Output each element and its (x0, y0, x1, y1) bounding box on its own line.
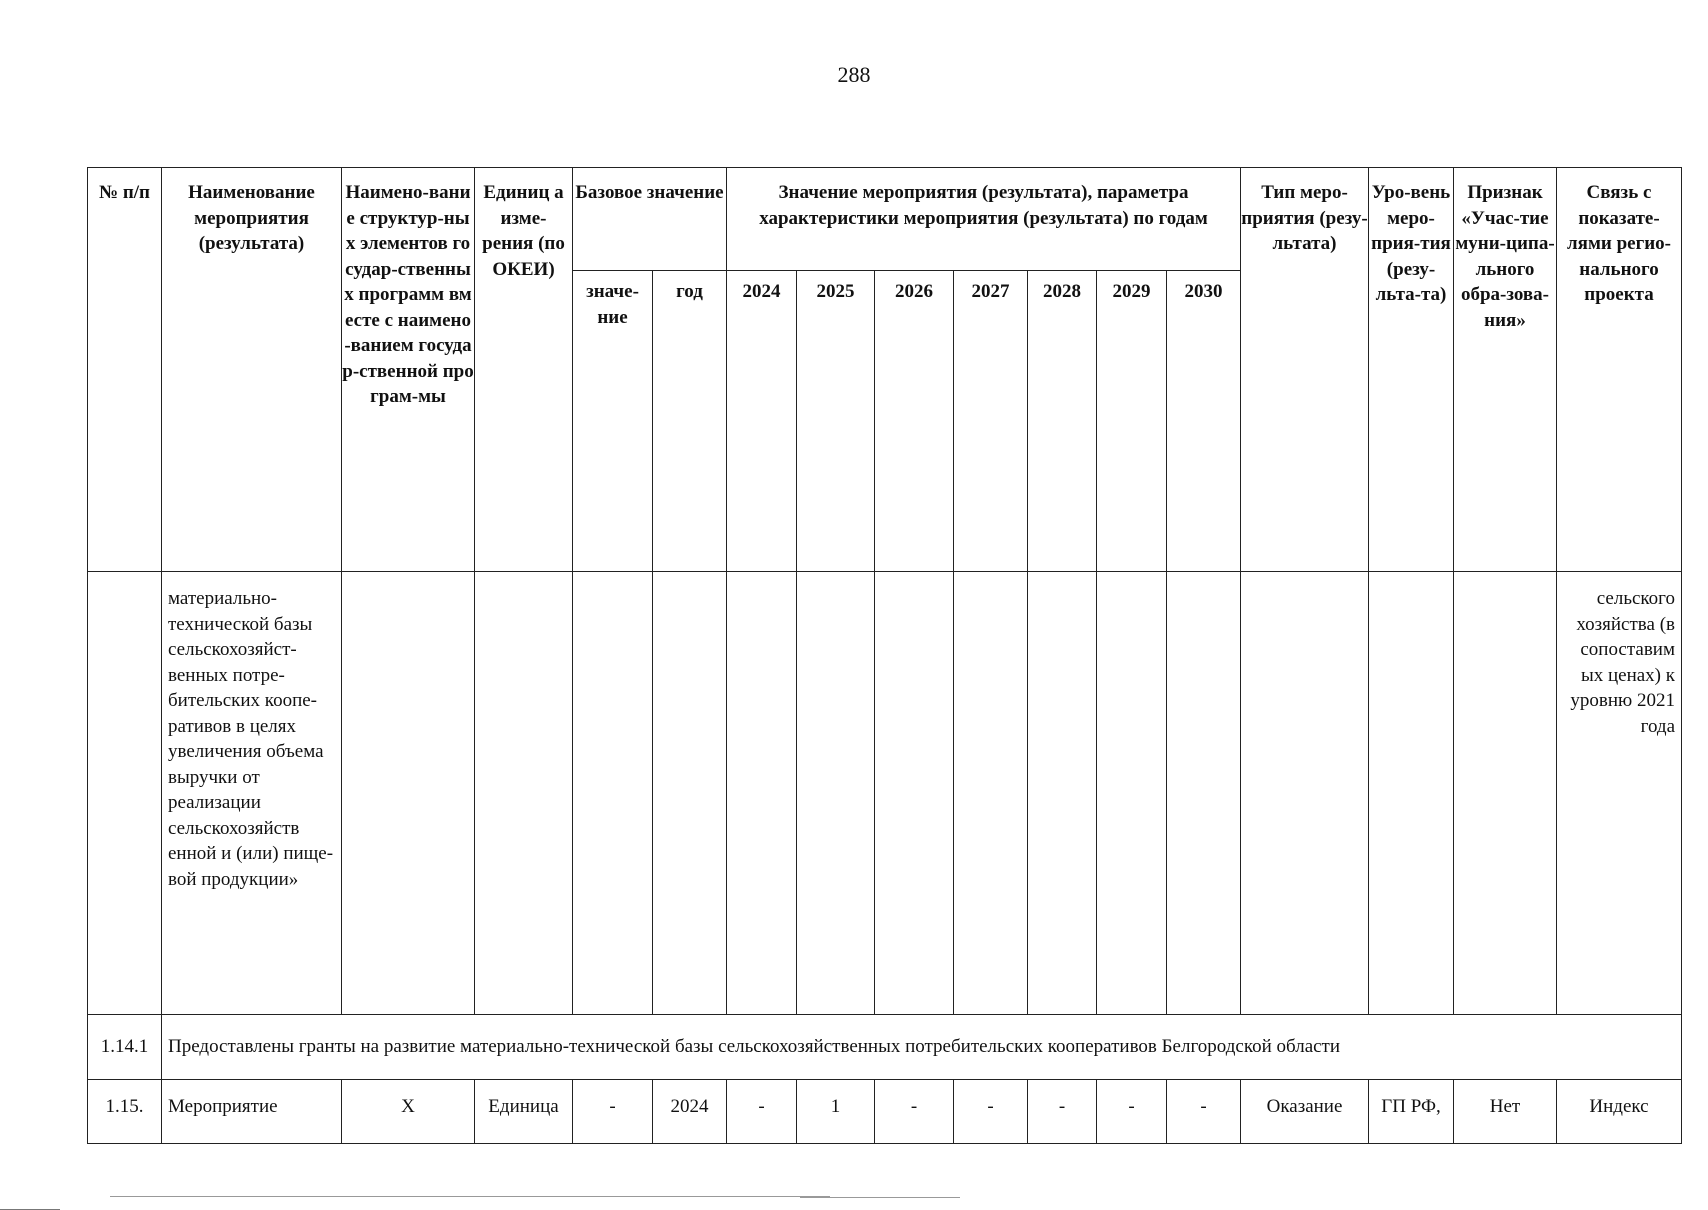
header-values-by-year: Значение мероприятия (результата), параметра характеристики мероприятия (результата) по годам (727, 168, 1241, 271)
row-1-15-sign: Нет (1454, 1080, 1557, 1144)
header-base-value: значе-ние (573, 271, 653, 572)
row-1-15-2030: - (1167, 1080, 1241, 1144)
header-year-2025: 2025 (797, 271, 875, 572)
header-year-2030: 2030 (1167, 271, 1241, 572)
page-number: 288 (837, 62, 871, 87)
continuation-link: сельского хозяйства (в сопоставим ых ценах) к уровню 2021 года (1557, 572, 1682, 1015)
header-type: Тип меро-приятия (резу-льтата) (1241, 168, 1369, 572)
row-1-15-name: Мероприятие (162, 1080, 342, 1144)
row-1-15-2028: - (1028, 1080, 1097, 1144)
row-1-15-2024: - (727, 1080, 797, 1144)
row-1-15-unit: Единица (475, 1080, 573, 1144)
continuation-name: материально-технической базы сельскохозяйст-венных потре-бительских коопе-ративов в целях увеличения объема выручки от реализации сельскохозяйств енной и (или) пище-вой продукции» (162, 572, 342, 1015)
row-1-15-2025: 1 (797, 1080, 875, 1144)
header-year-2028: 2028 (1028, 271, 1097, 572)
row-1-15-base-value: - (573, 1080, 653, 1144)
header-base: Базовое значение (573, 168, 727, 271)
header-structural: Наимено-вание структур-ных элементов государ-ственных программ вместе с наимено-ванием государ-ственной програм-мы (342, 168, 475, 572)
row-1-15-structural: X (342, 1080, 475, 1144)
continuation-row (88, 572, 1682, 1015)
row-1-15-base-year: 2024 (653, 1080, 727, 1144)
header-year-2029: 2029 (1097, 271, 1167, 572)
header-year-2027: 2027 (954, 271, 1028, 572)
header-year-2026: 2026 (875, 271, 954, 572)
row-1-15-link: Индекс (1557, 1080, 1682, 1144)
header-row-1 (88, 168, 1682, 271)
header-num: № п/п (88, 168, 162, 572)
header-year-2024: 2024 (727, 271, 797, 572)
header-name: Наименование мероприятия (результата) (162, 168, 342, 572)
row-1-15-2027: - (954, 1080, 1028, 1144)
scan-artifact-line (800, 1197, 960, 1198)
row-1-15-num: 1.15. (88, 1080, 162, 1144)
row-1-15-level: ГП РФ, (1369, 1080, 1454, 1144)
scan-artifact-line (110, 1196, 830, 1197)
table-row (88, 1015, 1682, 1080)
results-table (87, 167, 1682, 1144)
header-link: Связь с показате-лями регио-нального проекта (1557, 168, 1682, 572)
row-1-15-2029: - (1097, 1080, 1167, 1144)
header-unit: Единиц а изме-рения (по ОКЕИ) (475, 168, 573, 572)
header-base-year: год (653, 271, 727, 572)
row-1-14-1-num: 1.14.1 (88, 1015, 162, 1080)
row-1-14-1-text: Предоставлены гранты на развитие материально-технической базы сельскохозяйственных потребительских кооперативов Белгородской области (162, 1015, 1682, 1080)
header-level: Уро-вень меро-прия-тия (резу-льта-та) (1369, 168, 1454, 572)
row-1-15-2026: - (875, 1080, 954, 1144)
header-sign: Признак «Учас-тие муни-ципа-льного обра-зова-ния» (1454, 168, 1557, 572)
row-1-15-type: Оказание (1241, 1080, 1369, 1144)
table-row (88, 1080, 1682, 1144)
